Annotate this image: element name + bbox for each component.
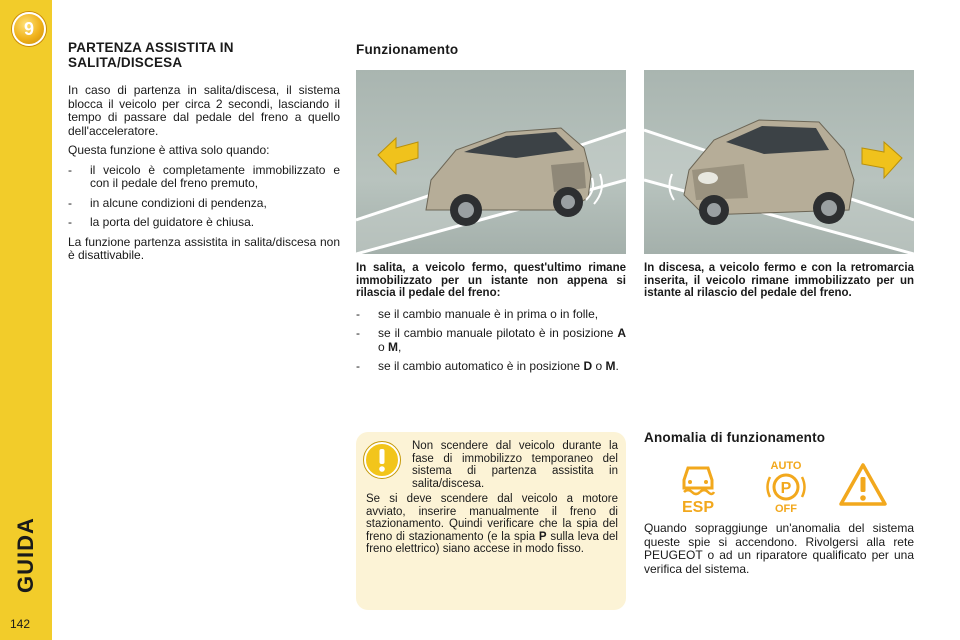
malfunction-heading: Anomalia di funzionamento (644, 430, 826, 445)
uphill-caption: In salita, a veicolo fermo, quest'ultimo rimane immobilizzato per un istante non appena si rilascia il pedale del freno: (356, 262, 626, 299)
warning-text-1: Non scendere dal veicolo durante la fase di immobilizzo temporaneo del sistema di partenza assistita in salita/discesa. (412, 440, 618, 490)
downhill-caption-block (644, 262, 914, 308)
downhill-car-image (644, 70, 914, 254)
list-item: - se il cambio automatico è in posizione D o M. (356, 359, 619, 373)
list-item: - se il cambio manuale pilotato è in posizione A o M, (356, 326, 626, 354)
page-title-line2: SALITA/DISCESA (68, 55, 183, 70)
uphill-caption-block (356, 262, 626, 380)
not-disable-paragraph: La funzione partenza assistita in salita/discesa non è disattivabile. (68, 234, 340, 262)
chapter-number-badge: 9 (12, 12, 46, 46)
list-item: - in alcune condizioni di pendenza, (68, 195, 267, 210)
esp-warning-light-icon (670, 458, 726, 514)
uphill-illustration (356, 70, 626, 254)
direction-arrow-icon (378, 138, 418, 174)
conditions-list (68, 164, 340, 230)
svg-text:ESP: ESP (681, 499, 715, 514)
svg-text:P: P (780, 480, 792, 497)
warning-box (356, 432, 626, 610)
list-item: - il veicolo è completamente immobilizzato e con il pedale del freno premuto, (68, 162, 340, 190)
intro-paragraph: In caso di partenza in salita/discesa, il sistema blocca il veicolo per circa 2 secondi, lasciando il tempo di passare dal pedale del freno a quello dell'acceleratore. (68, 83, 340, 138)
active-when-paragraph: Questa funzione è attiva solo quando: (68, 143, 270, 157)
svg-text:OFF: OFF (775, 503, 797, 514)
warning-lights (670, 458, 900, 514)
page-number: 142 (10, 617, 31, 631)
downhill-caption: In discesa, a veicolo fermo e con la retromarcia inserita, il veicolo rimane immobilizzato per un istante al rilascio del pedale del freno. (644, 262, 914, 299)
left-column (68, 40, 340, 269)
list-item: - la porta del guidatore è chiusa. (68, 215, 255, 229)
warning-text-2: Se si deve scendere dal veicolo a motore avviato, inserire manualmente il freno di stazionamento. Quindi verificare che la spia del freno di stazionamento (e la spia P sulla leva del freno elettrico) siano accese in modo fisso. (366, 493, 618, 555)
chapter-label: GUIDA (13, 517, 38, 593)
chapter-sidebar (0, 0, 52, 640)
page-title (68, 40, 340, 70)
uphill-conditions-list (356, 308, 626, 374)
malfunction-text: Quando sopraggiunge un'anomalia del sistema queste spie si accendono. Rivolgersi alla rete PEUGEOT o ad un riparatore qualificato per una verifica del sistema. (644, 521, 914, 576)
uphill-car-image (356, 70, 626, 254)
warning-exclamation-icon (362, 440, 402, 480)
svg-text:AUTO: AUTO (770, 460, 802, 472)
direction-arrow-icon (862, 142, 902, 178)
auto-park-brake-off-icon (758, 458, 814, 514)
page-title-line1: PARTENZA ASSISTITA IN (68, 40, 234, 55)
list-item: - se il cambio manuale è in prima o in folle, (356, 306, 599, 321)
general-warning-triangle-icon (838, 462, 888, 508)
downhill-illustration (644, 70, 914, 254)
operation-heading: Funzionamento (356, 42, 459, 57)
